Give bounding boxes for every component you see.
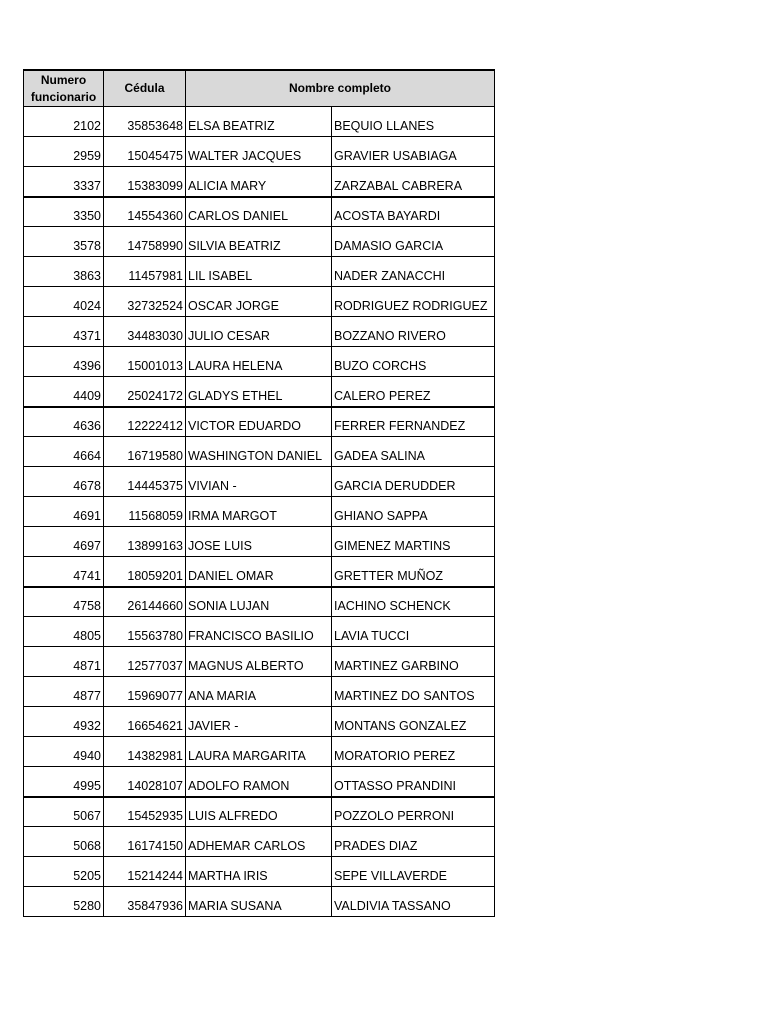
cell-apellidos: OTTASSO PRANDINI [332,767,495,797]
cell-numero-funcionario: 4940 [24,737,104,767]
cell-nombres: CARLOS DANIEL [186,197,332,227]
cell-cedula: 32732524 [104,287,186,317]
cell-nombres: JULIO CESAR [186,317,332,347]
table-row [24,257,495,287]
cell-apellidos: BUZO CORCHS [332,347,495,377]
cell-cedula: 25024172 [104,377,186,407]
header-nombre-completo: Nombre completo [186,70,495,107]
cell-cedula: 18059201 [104,557,186,587]
cell-cedula: 16174150 [104,827,186,857]
cell-apellidos: GHIANO SAPPA [332,497,495,527]
table-row [24,737,495,767]
cell-apellidos: SEPE VILLAVERDE [332,857,495,887]
table-row [24,347,495,377]
cell-apellidos: IACHINO SCHENCK [332,587,495,617]
cell-numero-funcionario: 4691 [24,497,104,527]
cell-nombres: ALICIA MARY [186,167,332,197]
cell-cedula: 15001013 [104,347,186,377]
cell-cedula: 15214244 [104,857,186,887]
cell-apellidos: GIMENEZ MARTINS [332,527,495,557]
cell-cedula: 12222412 [104,407,186,437]
cell-numero-funcionario: 4877 [24,677,104,707]
cell-apellidos: FERRER FERNANDEZ [332,407,495,437]
header-row [24,70,495,107]
cell-nombres: VIVIAN - [186,467,332,497]
table-row [24,227,495,257]
table-row [24,557,495,587]
table-row [24,137,495,167]
cell-cedula: 34483030 [104,317,186,347]
cell-numero-funcionario: 4678 [24,467,104,497]
cell-apellidos: PRADES DIAZ [332,827,495,857]
cell-cedula: 15045475 [104,137,186,167]
cell-nombres: IRMA MARGOT [186,497,332,527]
cell-numero-funcionario: 4636 [24,407,104,437]
cell-apellidos: CALERO PEREZ [332,377,495,407]
cell-numero-funcionario: 4664 [24,437,104,467]
cell-numero-funcionario: 3578 [24,227,104,257]
table-row [24,527,495,557]
cell-cedula: 26144660 [104,587,186,617]
cell-cedula: 11457981 [104,257,186,287]
table-row [24,377,495,407]
cell-numero-funcionario: 4871 [24,647,104,677]
table-row [24,617,495,647]
cell-numero-funcionario: 4371 [24,317,104,347]
cell-apellidos: VALDIVIA TASSANO [332,887,495,917]
table-row [24,197,495,227]
cell-nombres: VICTOR EDUARDO [186,407,332,437]
cell-cedula: 14758990 [104,227,186,257]
cell-nombres: ELSA BEATRIZ [186,107,332,137]
cell-numero-funcionario: 3350 [24,197,104,227]
cell-numero-funcionario: 2959 [24,137,104,167]
cell-cedula: 15452935 [104,797,186,827]
cell-apellidos: MARTINEZ GARBINO [332,647,495,677]
cell-apellidos: POZZOLO PERRONI [332,797,495,827]
cell-nombres: SONIA LUJAN [186,587,332,617]
table-row [24,407,495,437]
cell-numero-funcionario: 3863 [24,257,104,287]
cell-nombres: OSCAR JORGE [186,287,332,317]
cell-nombres: LAURA MARGARITA [186,737,332,767]
cell-apellidos: GARCIA DERUDDER [332,467,495,497]
cell-nombres: JOSE LUIS [186,527,332,557]
table-body [24,107,495,917]
table-row [24,287,495,317]
cell-nombres: LIL ISABEL [186,257,332,287]
cell-numero-funcionario: 4024 [24,287,104,317]
cell-numero-funcionario: 5280 [24,887,104,917]
cell-nombres: SILVIA BEATRIZ [186,227,332,257]
table-row [24,317,495,347]
cell-apellidos: BOZZANO RIVERO [332,317,495,347]
cell-nombres: DANIEL OMAR [186,557,332,587]
table-header [24,70,495,107]
cell-nombres: LAURA HELENA [186,347,332,377]
cell-numero-funcionario: 4697 [24,527,104,557]
table-row [24,437,495,467]
cell-cedula: 16719580 [104,437,186,467]
cell-cedula: 13899163 [104,527,186,557]
table-row [24,767,495,797]
table-row [24,677,495,707]
table-row [24,587,495,617]
cell-nombres: MAGNUS ALBERTO [186,647,332,677]
cell-numero-funcionario: 4396 [24,347,104,377]
cell-cedula: 11568059 [104,497,186,527]
cell-apellidos: GRETTER MUÑOZ [332,557,495,587]
cell-nombres: WASHINGTON DANIEL [186,437,332,467]
cell-numero-funcionario: 5205 [24,857,104,887]
cell-cedula: 14554360 [104,197,186,227]
cell-apellidos: ZARZABAL CABRERA [332,167,495,197]
cell-cedula: 16654621 [104,707,186,737]
cell-numero-funcionario: 2102 [24,107,104,137]
table-row [24,647,495,677]
cell-cedula: 35853648 [104,107,186,137]
header-cedula: Cédula [104,70,186,107]
employee-table [23,69,495,917]
cell-nombres: GLADYS ETHEL [186,377,332,407]
table-row [24,857,495,887]
cell-numero-funcionario: 4741 [24,557,104,587]
cell-cedula: 12577037 [104,647,186,677]
cell-cedula: 14445375 [104,467,186,497]
cell-apellidos: RODRIGUEZ RODRIGUEZ [332,287,495,317]
cell-nombres: ANA MARIA [186,677,332,707]
cell-apellidos: GADEA SALINA [332,437,495,467]
table-row [24,467,495,497]
cell-nombres: MARTHA IRIS [186,857,332,887]
cell-cedula: 35847936 [104,887,186,917]
cell-apellidos: DAMASIO GARCIA [332,227,495,257]
cell-numero-funcionario: 4409 [24,377,104,407]
cell-numero-funcionario: 5068 [24,827,104,857]
cell-apellidos: BEQUIO LLANES [332,107,495,137]
table-row [24,707,495,737]
cell-numero-funcionario: 4932 [24,707,104,737]
cell-numero-funcionario: 4805 [24,617,104,647]
cell-apellidos: LAVIA TUCCI [332,617,495,647]
cell-numero-funcionario: 3337 [24,167,104,197]
table-row [24,497,495,527]
cell-apellidos: MONTANS GONZALEZ [332,707,495,737]
cell-apellidos: GRAVIER USABIAGA [332,137,495,167]
table-row [24,797,495,827]
spreadsheet-page [23,69,495,917]
cell-apellidos: ACOSTA BAYARDI [332,197,495,227]
cell-numero-funcionario: 4995 [24,767,104,797]
cell-cedula: 14382981 [104,737,186,767]
header-numero-funcionario: Numero funcionario [24,70,104,107]
cell-cedula: 15563780 [104,617,186,647]
cell-numero-funcionario: 4758 [24,587,104,617]
cell-nombres: FRANCISCO BASILIO [186,617,332,647]
cell-apellidos: NADER ZANACCHI [332,257,495,287]
cell-cedula: 15969077 [104,677,186,707]
cell-nombres: MARIA SUSANA [186,887,332,917]
table-row [24,167,495,197]
cell-nombres: ADHEMAR CARLOS [186,827,332,857]
cell-nombres: ADOLFO RAMON [186,767,332,797]
cell-cedula: 14028107 [104,767,186,797]
cell-numero-funcionario: 5067 [24,797,104,827]
cell-nombres: LUIS ALFREDO [186,797,332,827]
cell-nombres: WALTER JACQUES [186,137,332,167]
table-row [24,107,495,137]
table-row [24,887,495,917]
table-row [24,827,495,857]
cell-cedula: 15383099 [104,167,186,197]
cell-apellidos: MARTINEZ DO SANTOS [332,677,495,707]
cell-apellidos: MORATORIO PEREZ [332,737,495,767]
cell-nombres: JAVIER - [186,707,332,737]
